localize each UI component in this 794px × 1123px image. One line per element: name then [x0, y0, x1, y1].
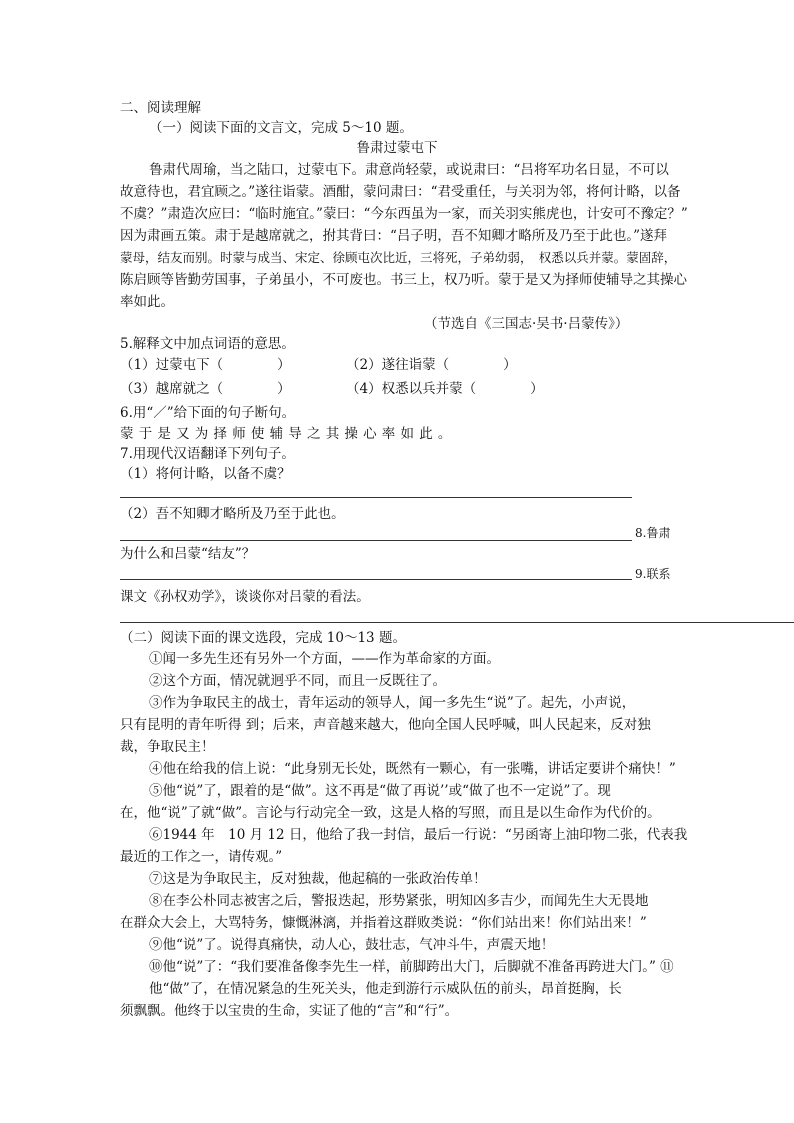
part2-instruction: （二）阅读下面的课文选段，完成 10～13 题。 [120, 630, 406, 646]
excerpt-line: ②这个方面，情况就迥乎不同，而且一反既往了。 [149, 673, 446, 689]
excerpt-line: 须飘飘。他终于以宝贵的生命，实证了他的“言”和“行”。 [120, 1003, 459, 1019]
q6-stem: 6.用“／”给下面的句子断句。 [120, 405, 296, 421]
answer-line[interactable] [120, 497, 632, 498]
passage-title: 鲁肃过蒙屯下 [356, 140, 438, 156]
passage-line: 因为肃画五策。肃于是越席就之，拊其背曰：“吕子明，吾不知卿才略所及乃至于此也。”遂拜 [120, 228, 668, 244]
passage-line: 故意待也，君宜顾之。”遂往诣蒙。酒酣，蒙问肃曰：“君受重任，与关羽为邻，将何计略，以备 [120, 184, 681, 200]
excerpt-line: 在，他“说”了就“做”。言论与行动完全一致，这是人格的写照，而且是以生命作为代价的。 [120, 805, 661, 821]
section-title: 二、阅读理解 [120, 100, 201, 116]
passage-line: 鲁肃代周瑜，当之陆口，过蒙屯下。肃意尚轻蒙，或说肃曰：“吕将军功名日显，不可以 [149, 162, 669, 178]
q5-item-3: （3）越席就之（ ） [120, 381, 291, 397]
q5-item-1: （1）过蒙屯下（ ） [120, 357, 291, 373]
passage-source: （节选自《三国志·吴书·吕蒙传》） [424, 316, 629, 332]
answer-line[interactable] [120, 540, 632, 541]
passage-line: 陈启顾等皆勤劳国事，子弟虽小，不可废也。书三上，权乃听。蒙于是又为择师使辅导之其操心 [120, 272, 687, 288]
passage-line: 率如此。 [120, 294, 174, 310]
q6-sentence: 蒙于是又为择师使辅导之其操心率如此。 [120, 426, 457, 442]
excerpt-line: ⑦这是为争取民主，反对独裁，他起稿的一张政治传单！ [149, 871, 487, 887]
excerpt-line: 在群众大会上，大骂特务，慷慨淋漓，并指着这群败类说：“你们站出来！你们站出来！” [120, 915, 647, 931]
q5-item-2: （2）遂往诣蒙（ ） [346, 357, 517, 373]
excerpt-line: ⑧在李公朴同志被害之后，警报迭起，形势紧张，明知凶多吉少，而闻先生大无畏地 [149, 893, 649, 909]
excerpt-line: ①闻一多先生还有另外一个方面，——作为革命家的方面。 [149, 651, 500, 667]
excerpt-line: ③作为争取民主的战士，青年运动的领导人，闻一多先生“说”了。起先，小声说， [149, 695, 636, 711]
answer-line[interactable] [120, 622, 794, 623]
excerpt-line: ⑩他“说”了：“我们要准备像李先生一样，前脚跨出大门，后脚就不准备再跨进大门。” ⑪ [149, 959, 674, 975]
passage-line: 蒙母，结友而别。时蒙与成当、宋定、徐顾屯次比近，三将死，子弟幼弱， 权悉以兵并蒙。蒙固辞， [120, 250, 677, 265]
q5-item-4: （4）权悉以兵并蒙（ ） [346, 381, 544, 397]
excerpt-line: 最近的工作之一，请传观。” [120, 849, 283, 865]
answer-line[interactable] [120, 579, 632, 580]
q7-sentence-1: （1）将何计略，以备不虞？ [120, 466, 291, 482]
q9-stem: 课文《孙权劝学》，谈谈你对吕蒙的看法。 [120, 589, 370, 605]
excerpt-line: ⑥1944 年 10 月 12 日，他给了我一封信，最后一行说：“另函寄上油印物二张，代表我 [149, 827, 688, 843]
excerpt-line: 裁，争取民主！ [120, 739, 215, 755]
q7-stem: 7.用现代汉语翻译下列句子。 [120, 446, 295, 462]
excerpt-line: ④他在给我的信上说：“此身别无长处，既然有一颗心，有一张嘴，讲话定要讲个痛快！” [149, 761, 676, 777]
q7-sentence-2: （2）吾不知卿才略所及乃至于此也。 [120, 506, 345, 522]
excerpt-line: ⑤他“说”了，跟着的是“做”。这不再是“做了再说’’或“做了也不一定说”了。现 [149, 783, 611, 799]
q5-stem: 5.解释文中加点词语的意思。 [120, 336, 295, 352]
excerpt-line: 只有昆明的青年听得 到；后来，声音越来越大，他向全国人民呼喊，叫人民起来，反对独 [120, 717, 651, 733]
q8-stem: 为什么和吕蒙“结友”？ [120, 546, 256, 562]
excerpt-line: ⑨他“说”了。说得真痛快，动人心，鼓壮志，气冲斗牛，声震天地！ [149, 937, 555, 953]
excerpt-line: 他“做”了，在情况紧急的生死关头，他走到游行示威队伍的前头，昂首挺胸，长 [149, 981, 622, 997]
q9-number: 9.联系 [635, 567, 671, 581]
passage-line: 不虞？”肃造次应曰：“临时施宜。”蒙曰：“今东西虽为一家，而关羽实熊虎也，计安可不豫定？” [120, 206, 688, 222]
q8-number: 8.鲁肃 [635, 526, 671, 540]
part1-instruction: （一）阅读下面的文言文，完成 5～10 题。 [149, 120, 413, 136]
